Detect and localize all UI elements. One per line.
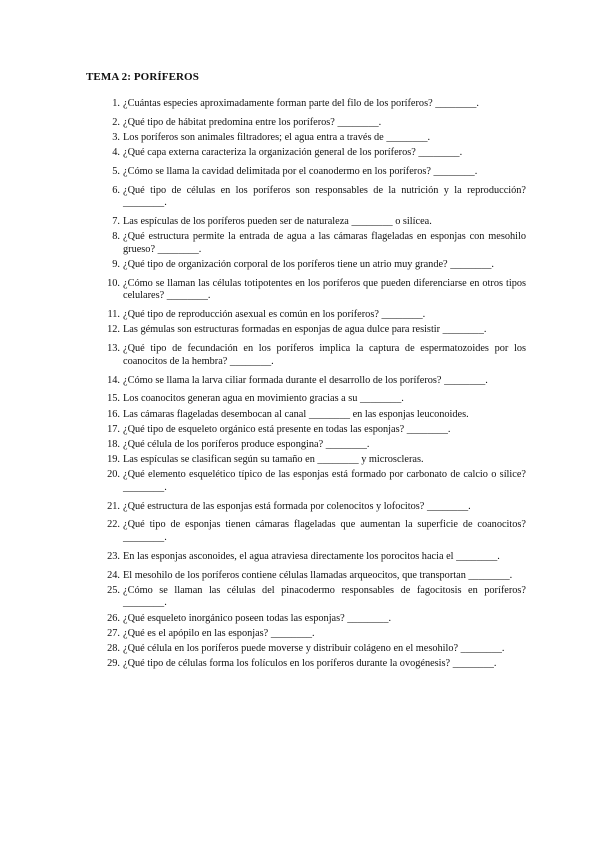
question-number: 16. <box>107 408 120 420</box>
question-item <box>86 117 526 130</box>
question-number: 7. <box>112 216 120 228</box>
question-number: 28. <box>107 642 120 654</box>
question-number: 23. <box>107 550 120 562</box>
question-item <box>86 643 526 656</box>
question-item <box>86 185 526 210</box>
page-title: TEMA 2: PORÍFEROS <box>86 71 199 83</box>
question-number: 22. <box>107 519 120 531</box>
question-item <box>86 613 526 626</box>
question-number: 18. <box>107 438 120 450</box>
question-text: El mesohilo de los poríferos contiene células llamadas arqueocitos, que transportan ________. <box>123 569 513 581</box>
question-text: ¿Qué tipo de reproducción asexual es común en los poríferos? ________. <box>123 309 426 321</box>
question-item <box>86 231 526 256</box>
question-number: 13. <box>107 343 120 355</box>
question-text: ¿Qué célula en los poríferos puede moverse y distribuir colágeno en el mesohilo? ________. <box>123 642 505 654</box>
question-item <box>86 309 526 322</box>
question-item <box>86 570 526 583</box>
question-number: 17. <box>107 423 120 435</box>
question-number: 27. <box>107 627 120 639</box>
question-number: 14. <box>107 374 120 386</box>
question-number: 8. <box>112 231 120 243</box>
question-number: 15. <box>107 393 120 405</box>
question-text: ¿Qué esqueleto inorgánico poseen todas las esponjas? ________. <box>123 612 392 624</box>
question-text: ¿Cómo se llaman las células totipotentes en los poríferos que pueden diferenciarse en otros tipos celulares? ________. <box>123 277 526 302</box>
question-item <box>86 166 526 179</box>
question-item <box>86 259 526 272</box>
question-item <box>86 147 526 160</box>
question-list <box>86 98 526 673</box>
question-item <box>86 469 526 494</box>
question-number: 21. <box>107 500 120 512</box>
question-number: 3. <box>112 131 120 143</box>
question-number: 9. <box>112 259 120 271</box>
question-text: ¿Qué tipo de esponjas tienen cámaras flageladas que aumentan la superficie de coanocitos? ________. <box>123 519 526 544</box>
question-number: 11. <box>107 309 120 321</box>
question-text: ¿Cómo se llama la cavidad delimitada por el coanodermo en los poríferos? ________. <box>123 165 478 177</box>
question-item <box>86 551 526 564</box>
question-text: Los coanocitos generan agua en movimiento gracias a su ________. <box>123 393 404 405</box>
question-item <box>86 132 526 145</box>
question-item <box>86 343 526 368</box>
question-text: Las espículas de los poríferos pueden ser de naturaleza ________ o silícea. <box>123 216 432 228</box>
question-number: 6. <box>112 184 120 196</box>
question-number: 29. <box>107 658 120 670</box>
question-item <box>86 585 526 610</box>
question-item <box>86 98 526 111</box>
question-number: 25. <box>107 584 120 596</box>
question-number: 5. <box>112 165 120 177</box>
question-text: ¿Cómo se llama la larva ciliar formada durante el desarrollo de los poríferos? ________. <box>123 374 488 386</box>
question-number: 1. <box>112 98 120 109</box>
question-item <box>86 375 526 388</box>
question-item <box>86 409 526 422</box>
question-number: 24. <box>107 569 120 581</box>
question-text: ¿Qué es el apópilo en las esponjas? ________. <box>123 627 315 639</box>
question-number: 12. <box>107 324 120 336</box>
question-text: Las gémulas son estructuras formadas en esponjas de agua dulce para resistir ________. <box>123 324 487 336</box>
question-item <box>86 393 526 406</box>
question-item <box>86 216 526 229</box>
question-item <box>86 278 526 303</box>
question-text: ¿Qué tipo de fecundación en los poríferos implica la captura de espermatozoides por los coanocitos de la hembra? ________. <box>123 343 526 367</box>
question-number: 20. <box>107 469 120 481</box>
question-text: ¿Qué tipo de hábitat predomina entre los poríferos? ________. <box>123 116 382 128</box>
question-text: En las esponjas asconoides, el agua atraviesa directamente los porocitos hacia el ________. <box>123 550 500 562</box>
question-number: 19. <box>107 454 120 466</box>
question-item <box>86 519 526 544</box>
question-number: 2. <box>112 116 120 128</box>
question-text: Las espículas se clasifican según su tamaño en ________ y microscleras. <box>123 454 424 466</box>
question-text: ¿Qué elemento esquelético típico de las esponjas está formado por carbonato de calcio o sílice? ________. <box>123 469 526 493</box>
question-text: ¿Qué tipo de células forma los folículos en los poríferos durante la ovogénesis? ________. <box>123 658 497 670</box>
question-text: ¿Qué célula de los poríferos produce espongina? ________. <box>123 438 370 450</box>
question-text: Las cámaras flageladas desembocan al canal ________ en las esponjas leuconoides. <box>123 408 469 420</box>
question-item <box>86 324 526 337</box>
question-item <box>86 628 526 641</box>
question-text: ¿Cómo se llaman las células del pinacodermo responsables de fagocitosis en poríferos? ________. <box>123 584 526 609</box>
question-item <box>86 454 526 467</box>
question-text: ¿Qué tipo de organización corporal de los poríferos tiene un atrio muy grande? ________. <box>123 259 494 271</box>
question-number: 26. <box>107 612 120 624</box>
question-item <box>86 424 526 437</box>
question-text: ¿Cuántas especies aproximadamente forman parte del filo de los poríferos? ________. <box>123 98 479 109</box>
question-text: Los poríferos son animales filtradores; el agua entra a través de ________. <box>123 131 431 143</box>
question-item <box>86 439 526 452</box>
question-text: ¿Qué tipo de células en los poríferos son responsables de la nutrición y la reproducción? ________. <box>123 184 526 209</box>
question-item <box>86 501 526 514</box>
question-item <box>86 658 526 671</box>
question-text: ¿Qué capa externa caracteriza la organización general de los poríferos? ________. <box>123 147 463 159</box>
question-text: ¿Qué tipo de esqueleto orgánico está presente en todas las esponjas? ________. <box>123 423 451 435</box>
question-text: ¿Qué estructura permite la entrada de agua a las cámaras flageladas en esponjas con mesohilo grueso? ________. <box>123 231 526 255</box>
question-number: 4. <box>112 147 120 159</box>
question-number: 10. <box>107 277 120 289</box>
question-text: ¿Qué estructura de las esponjas está formada por colenocitos y lofocitos? ________. <box>123 500 471 512</box>
